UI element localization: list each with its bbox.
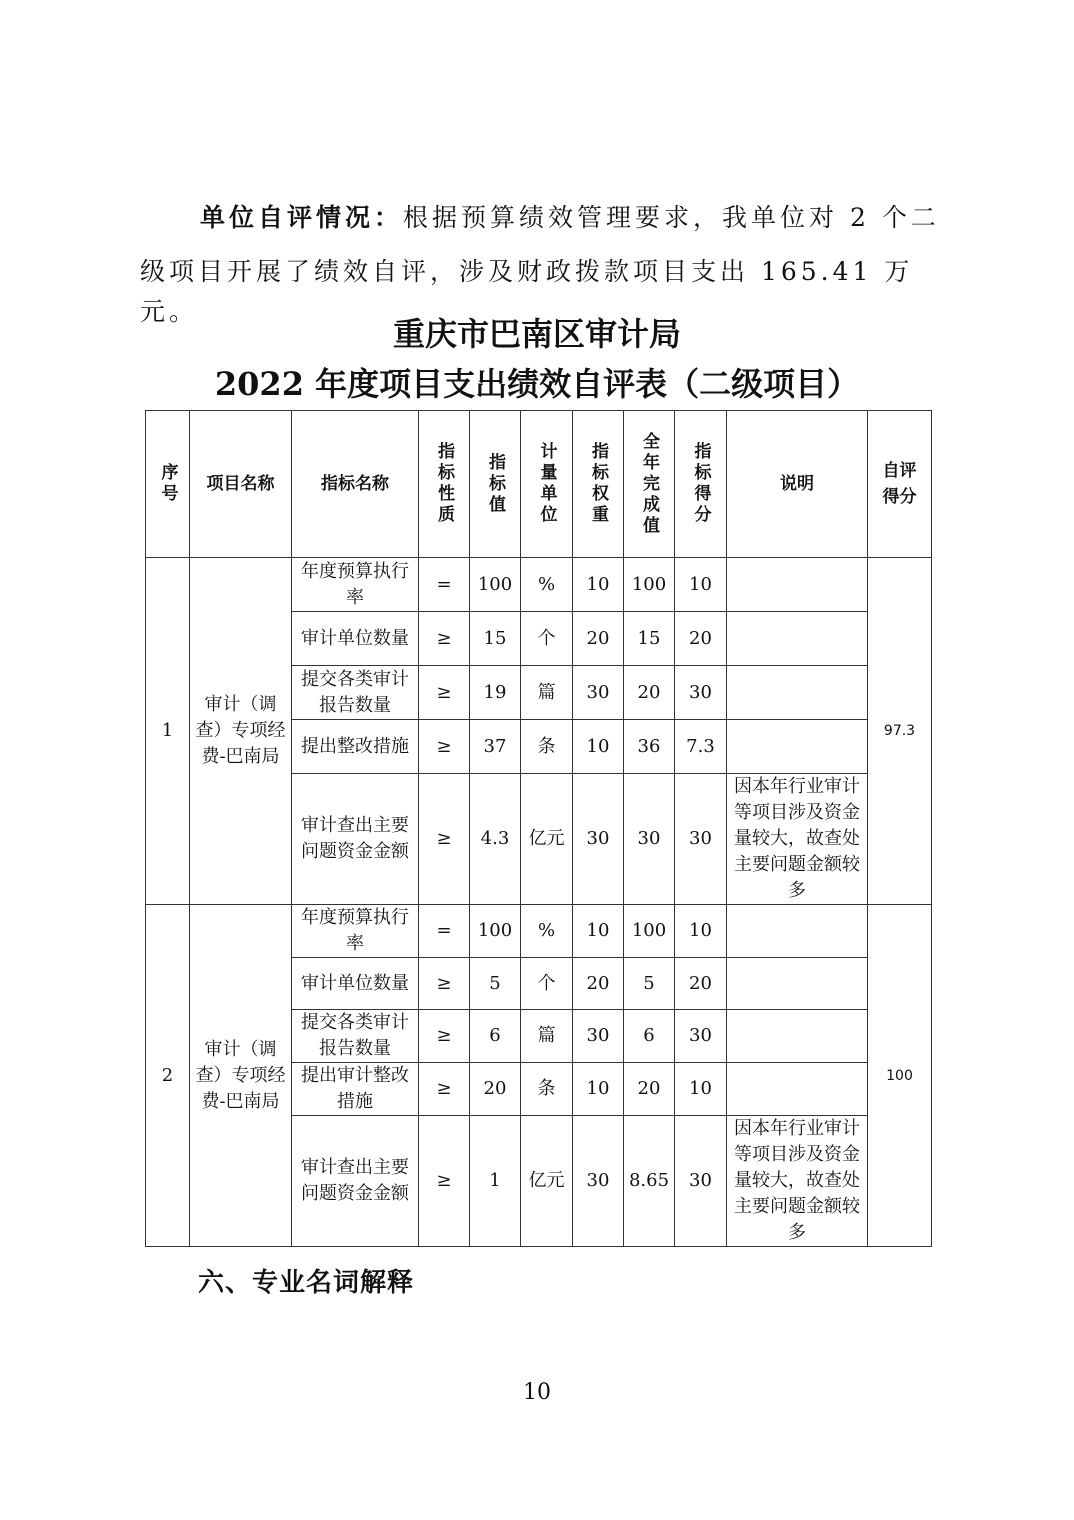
cell-nature: ≥ [419,720,470,774]
cell-note: 因本年行业审计等项目涉及资金量较大，故查处主要问题金额较多 [727,774,868,905]
cell-weight: 10 [573,1063,624,1116]
cell-seq: 1 [146,558,190,905]
cell-weight: 10 [573,558,624,612]
cell-unit: 个 [521,958,573,1010]
cell-target: 5 [470,958,521,1010]
cell-score: 30 [675,666,727,720]
cell-nature: ≥ [419,612,470,666]
section-heading: 六、专业名词解释 [198,1268,415,1298]
cell-indicator: 审计单位数量 [292,958,419,1010]
cell-note [727,1063,868,1116]
cell-score: 10 [675,905,727,958]
cell-target: 15 [470,612,521,666]
header-target: 指标值 [470,411,521,558]
cell-unit: % [521,905,573,958]
header-nature: 指标性质 [419,411,470,558]
cell-target: 6 [470,1010,521,1063]
cell-note: 因本年行业审计等项目涉及资金量较大，故查处主要问题金额较多 [727,1116,868,1247]
performance-table [145,410,932,1247]
header-indicator-name: 指标名称 [292,411,419,558]
cell-unit: 条 [521,720,573,774]
cell-note [727,720,868,774]
cell-self-score: 97.3 [868,558,932,905]
cell-project-name: 审计（调查）专项经费-巴南局 [190,905,292,1247]
table-row [146,558,932,612]
header-note: 说明 [727,411,868,558]
cell-unit: 亿元 [521,1116,573,1247]
cell-indicator: 提交各类审计报告数量 [292,666,419,720]
cell-score: 20 [675,612,727,666]
cell-indicator: 审计查出主要问题资金金额 [292,774,419,905]
intro-line-2: 级项目开展了绩效自评，涉及财政拨款项目支出 165.41 万元。 [140,257,914,326]
header-unit: 计量单位 [521,411,573,558]
cell-actual: 100 [624,905,675,958]
cell-target: 100 [470,905,521,958]
cell-target: 20 [470,1063,521,1116]
cell-actual: 30 [624,774,675,905]
cell-weight: 10 [573,905,624,958]
cell-actual: 8.65 [624,1116,675,1247]
cell-weight: 30 [573,666,624,720]
cell-weight: 30 [573,1010,624,1063]
intro-text-1: 根据预算绩效管理要求，我单位对 2 个二 [403,203,940,232]
cell-unit: 篇 [521,1010,573,1063]
table-row [146,905,932,958]
cell-weight: 30 [573,774,624,905]
header-actual: 全年完成值 [624,411,675,558]
cell-score: 30 [675,774,727,905]
cell-nature: = [419,905,470,958]
header-score: 指标得分 [675,411,727,558]
cell-actual: 20 [624,666,675,720]
cell-score: 30 [675,1116,727,1247]
cell-score: 7.3 [675,720,727,774]
cell-note [727,558,868,612]
cell-unit: 条 [521,1063,573,1116]
cell-note [727,1010,868,1063]
cell-project-name: 审计（调查）专项经费-巴南局 [190,558,292,905]
cell-nature: ≥ [419,1116,470,1247]
cell-weight: 20 [573,612,624,666]
cell-indicator: 提出审计整改措施 [292,1063,419,1116]
cell-nature: ≥ [419,1010,470,1063]
cell-nature: ≥ [419,774,470,905]
cell-note [727,612,868,666]
table-title-line-2: 2022 年度项目支出绩效自评表（二级项目） [214,365,860,403]
cell-note [727,905,868,958]
cell-target: 100 [470,558,521,612]
cell-actual: 6 [624,1010,675,1063]
cell-target: 1 [470,1116,521,1247]
cell-unit: 篇 [521,666,573,720]
cell-unit: % [521,558,573,612]
cell-self-score: 100 [868,905,932,1247]
cell-indicator: 年度预算执行率 [292,558,419,612]
header-project-name: 项目名称 [190,411,292,558]
cell-actual: 15 [624,612,675,666]
cell-indicator: 审计查出主要问题资金金额 [292,1116,419,1247]
cell-weight: 10 [573,720,624,774]
cell-indicator: 提出整改措施 [292,720,419,774]
header-seq: 序号 [146,411,190,558]
header-weight: 指标权重 [573,411,624,558]
cell-nature: ≥ [419,1063,470,1116]
cell-actual: 36 [624,720,675,774]
cell-score: 20 [675,958,727,1010]
cell-note [727,958,868,1010]
intro-lead: 单位自评情况： [200,203,404,232]
cell-unit: 个 [521,612,573,666]
cell-target: 37 [470,720,521,774]
cell-actual: 5 [624,958,675,1010]
cell-weight: 20 [573,958,624,1010]
cell-weight: 30 [573,1116,624,1247]
cell-target: 19 [470,666,521,720]
table-header-row [146,411,932,558]
cell-seq: 2 [146,905,190,1247]
intro-line-1 [200,198,1000,238]
cell-indicator: 年度预算执行率 [292,905,419,958]
cell-unit: 亿元 [521,774,573,905]
cell-nature: = [419,558,470,612]
cell-indicator: 提交各类审计报告数量 [292,1010,419,1063]
cell-nature: ≥ [419,666,470,720]
cell-score: 30 [675,1010,727,1063]
cell-indicator: 审计单位数量 [292,612,419,666]
header-self-score: 自评得分 [868,411,932,558]
cell-actual: 20 [624,1063,675,1116]
table-title-line-1: 重庆市巴南区审计局 [392,315,681,353]
cell-nature: ≥ [419,958,470,1010]
cell-score: 10 [675,1063,727,1116]
cell-note [727,666,868,720]
page-number: 10 [523,1380,551,1405]
cell-score: 10 [675,558,727,612]
cell-target: 4.3 [470,774,521,905]
cell-actual: 100 [624,558,675,612]
